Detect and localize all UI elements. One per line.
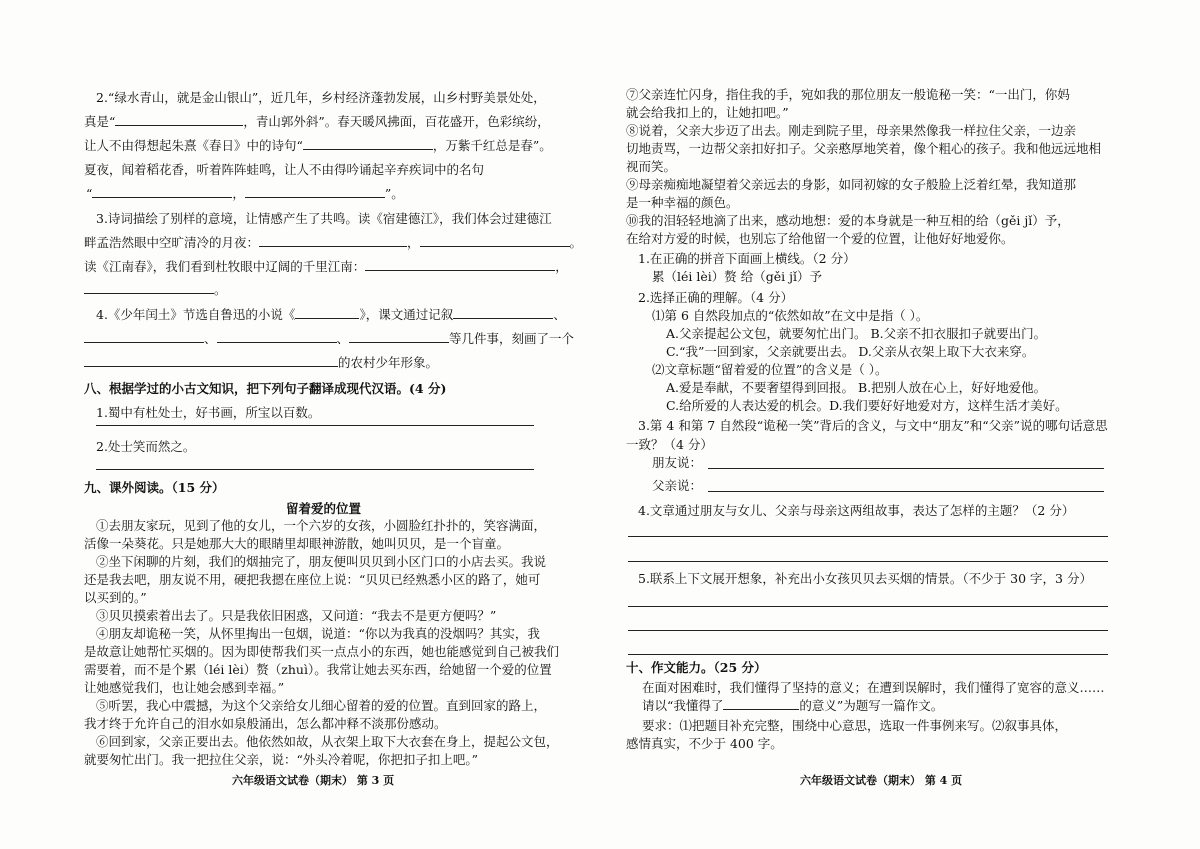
friend-said-label: 朋友说：	[652, 455, 703, 470]
passage-line: 以买到的。”	[84, 590, 147, 605]
question-5: 5.联系上下文展开想象，补充出小女孩贝贝去买烟的情景。（不少于 30 字，3 分）	[638, 571, 1092, 586]
answer-blank[interactable]	[245, 185, 385, 198]
question-4: 4.文章通过朋友与女儿、父亲与母亲这两组故事，表达了怎样的主题？（2 分）	[638, 503, 1075, 518]
passage-line: ③贝贝摸索着出去了。只是我依旧困惑，又问道：“我去不是更方便吗？”	[96, 608, 497, 623]
option-ab[interactable]: A.父亲提起公文包，就要匆忙出门。 B.父亲不扣衣服扣子就要出门。	[666, 326, 1047, 341]
answer-blank[interactable]	[92, 185, 232, 198]
answer-line[interactable]	[628, 630, 1108, 631]
passage-line: 切地责骂，一边帮父亲扣好扣子。父亲憨厚地笑着，像个粗心的孩子。我和他远远地相	[626, 141, 1102, 156]
option-cd[interactable]: C.给所爱的人表达爱的机会。D.我们要好好地爱对方，这样生活才美好。	[666, 398, 1068, 413]
answer-blank[interactable]	[84, 330, 204, 343]
q3-line-1: 3.诗词描绘了别样的意境，让情感产生了共鸣。读《宿建德江》，我们体会过建德江	[96, 211, 552, 226]
q2-line-5: “ ， ”。	[86, 186, 404, 201]
passage-line: 我才终于允许自己的泪水如泉般涌出，怎么都冲释不淡那份感动。	[84, 716, 447, 731]
page-footer: 六年级语文试卷（期末） 第 4 页	[800, 774, 963, 787]
passage-line: 让她感觉我们，也让她会感到幸福。”	[84, 680, 285, 695]
answer-line[interactable]	[628, 654, 1108, 655]
answer-line[interactable]	[96, 469, 534, 470]
answer-blank[interactable]	[365, 258, 555, 271]
answer-line[interactable]	[628, 606, 1108, 607]
passage-line: 在给对方爱的时候，也别忘了给他留一个爱的位置，让他好好地爱你。	[626, 231, 1014, 246]
section-8-heading: 八、根据学过的小古文知识，把下列句子翻译成现代汉语。(4 分)	[84, 381, 447, 396]
q3-line-2: 畔孟浩然眼中空旷清冷的月夜： ， 。	[84, 235, 583, 250]
s8-question-2: 2.处士笑而然之。	[96, 439, 196, 454]
answer-blank[interactable]	[259, 234, 407, 247]
q2-line-3: 让人不由得想起朱熹《春日》中的诗句“ ，万紫千红总是春”。	[84, 138, 552, 153]
q4-line-2: 、 、 等几件事，刻画了一个	[84, 330, 574, 348]
passage-line: 需要着，而不是个累（léi lèi）赘（zhuì）。我常让她去买东西，给她留一个爱的位置	[84, 662, 552, 677]
question-1: 1.在正确的拼音下面画上横线。（2 分）	[638, 251, 856, 266]
q2-line-4: 夏夜，闻着稻花香，听着阵阵蛙鸣，让人不由得吟诵起辛弃疾词中的名句	[84, 162, 485, 177]
passage-line: 还是我去吧，朋友说不用，硬把我摁在座位上说：“贝贝已经熟悉小区的路了，她可	[84, 572, 541, 587]
passage-line: ⑦父亲连忙闪身，指住我的手，宛如我的那位朋友一般诡秘一笑：“一出门，你妈	[626, 87, 1070, 102]
answer-blank[interactable]	[217, 330, 337, 343]
passage-line: 就要匆忙出门。我一把拉住父亲，说：“外头冷着呢，你把扣子扣上吧。”	[84, 752, 479, 767]
passage-line: ⑩我的泪轻轻地滴了出来，感动地想：爱的本身就是一种互相的给（gěi jǐ）予，	[626, 213, 1070, 228]
answer-blank[interactable]	[84, 281, 214, 294]
passage-line: ⑨母亲痴痴地凝望着父亲远去的身影，如同初嫁的女子般脸上泛着红晕，我知道那	[626, 177, 1077, 192]
essay-requirements-cont: 感情真实，不少于 400 字。	[626, 736, 783, 751]
answer-blank[interactable]	[84, 354, 338, 367]
passage-line: ②坐下闲聊的片刻，我们的烟抽完了，朋友便叫贝贝到小区门口的小店去买。我说	[96, 554, 547, 569]
answer-line[interactable]	[96, 425, 534, 426]
section-10-heading: 十、作文能力。（25 分）	[626, 660, 767, 675]
passage-line: ⑧说着，父亲大步迈了出去。刚走到院子里，母亲果然像我一样拉住父亲，一边亲	[626, 123, 1077, 138]
passage-line: 活像一朵葵花。只是她那大大的眼睛里却眼神游散，她叫贝贝，是一个盲童。	[84, 536, 510, 551]
passage-line: 视而笑。	[626, 159, 677, 174]
answer-blank[interactable]	[295, 306, 359, 319]
passage-line: ⑥回到家，父亲正要出去。他依然如故，从衣架上取下大衣套在身上，提起公文包，	[96, 734, 559, 749]
s8-question-1: 1.蜀中有杜处士，好书画，所宝以百数。	[96, 405, 321, 420]
q2-line-2: 真是“ ，青山郭外斜”。春天暖风拂面，百花盛开，色彩缤纷，	[84, 114, 550, 129]
question-3: 3.第 4 和第 7 自然段“诡秘一笑”背后的含义，与文中“朋友”和“父亲”说的哪句话意思	[638, 418, 1108, 433]
section-9-heading: 九、课外阅读。（15 分）	[84, 480, 225, 495]
essay-prompt-1: 在面对困难时，我们懂得了坚持的意义；在遭到误解时，我们懂得了宽容的意义……	[642, 680, 1105, 695]
q3-line-4: 。	[84, 281, 227, 299]
passage-title: 留着爱的位置	[286, 501, 362, 516]
q4-line-1: 4.《少年闰土》节选自鲁迅的小说《 》，课文通过记叙 、	[96, 307, 566, 322]
question-2-part-2: ⑵文章标题“留着爱的位置”的含义是（ ）。	[652, 362, 888, 377]
father-said-label: 父亲说：	[652, 478, 703, 493]
essay-requirements: 要求：⑴把题目补充完整，围绕中心意思，选取一件事例来写。⑵叙事具体，	[642, 718, 1068, 733]
question-3-cont: 一致？（4 分）	[626, 437, 713, 452]
q3-line-3: 读《江南春》，我们看到杜牧眼中辽阔的千里江南： ，	[84, 259, 568, 274]
q4-line-3: 的农村少年形象。	[84, 354, 438, 372]
page-footer: 六年级语文试卷（期末） 第 3 页	[232, 774, 395, 787]
q2-line-1: 2.“绿水青山，就是金山银山”，近几年，乡村经济蓬勃发展，山乡村野美景处处，	[96, 90, 546, 105]
passage-line: 就会给我扣上的，让她扣吧。”	[626, 105, 789, 120]
answer-line[interactable]	[708, 491, 1104, 492]
question-1-pinyin[interactable]: 累（léi lèi）赘 给（gěi jǐ）予	[652, 269, 822, 284]
question-2: 2.选择正确的理解。（4 分）	[638, 290, 794, 305]
option-cd[interactable]: C.“我”一回到家，父亲就要出去。 D.父亲从衣架上取下大衣来穿。	[666, 344, 1035, 359]
question-2-part-1: ⑴第 6 自然段加点的“依然如故”在文中是指（ ）。	[652, 308, 929, 323]
passage-line: ④朋友却诡秘一笑，从怀里掏出一包烟，说道：“你以为我真的没烟吗？其实，我	[96, 626, 540, 641]
passage-line: 是一种幸福的颜色。	[626, 195, 739, 210]
passage-line: ①去朋友家玩，见到了他的女儿，一个六岁的女孩，小圆脸红扑扑的，笑容满面，	[96, 518, 547, 533]
answer-blank[interactable]	[420, 234, 570, 247]
passage-line: ⑤听罢，我心中震撼，为这个父亲给女儿细心留着的爱的位置。直到回家的路上，	[96, 698, 547, 713]
answer-line[interactable]	[628, 536, 1108, 537]
answer-blank[interactable]	[115, 113, 243, 126]
option-ab[interactable]: A.爱是奉献，不要奢望得到回报。 B.把别人放在心上，好好地爱他。	[666, 380, 1047, 395]
essay-prompt-2: 请以“我懂得了 的意义”为题写一篇作文。	[642, 698, 944, 713]
answer-blank[interactable]	[453, 306, 553, 319]
exam-page-4	[600, 0, 1200, 849]
answer-blank[interactable]	[303, 137, 433, 150]
essay-title-blank[interactable]	[723, 697, 799, 710]
answer-line[interactable]	[628, 561, 1108, 562]
answer-line[interactable]	[708, 468, 1104, 469]
answer-blank[interactable]	[349, 330, 449, 343]
passage-line: 是故意让她帮忙买烟的。因为即使帮我们买一点点小的东西，她也能感觉到自己被我们	[84, 644, 560, 659]
